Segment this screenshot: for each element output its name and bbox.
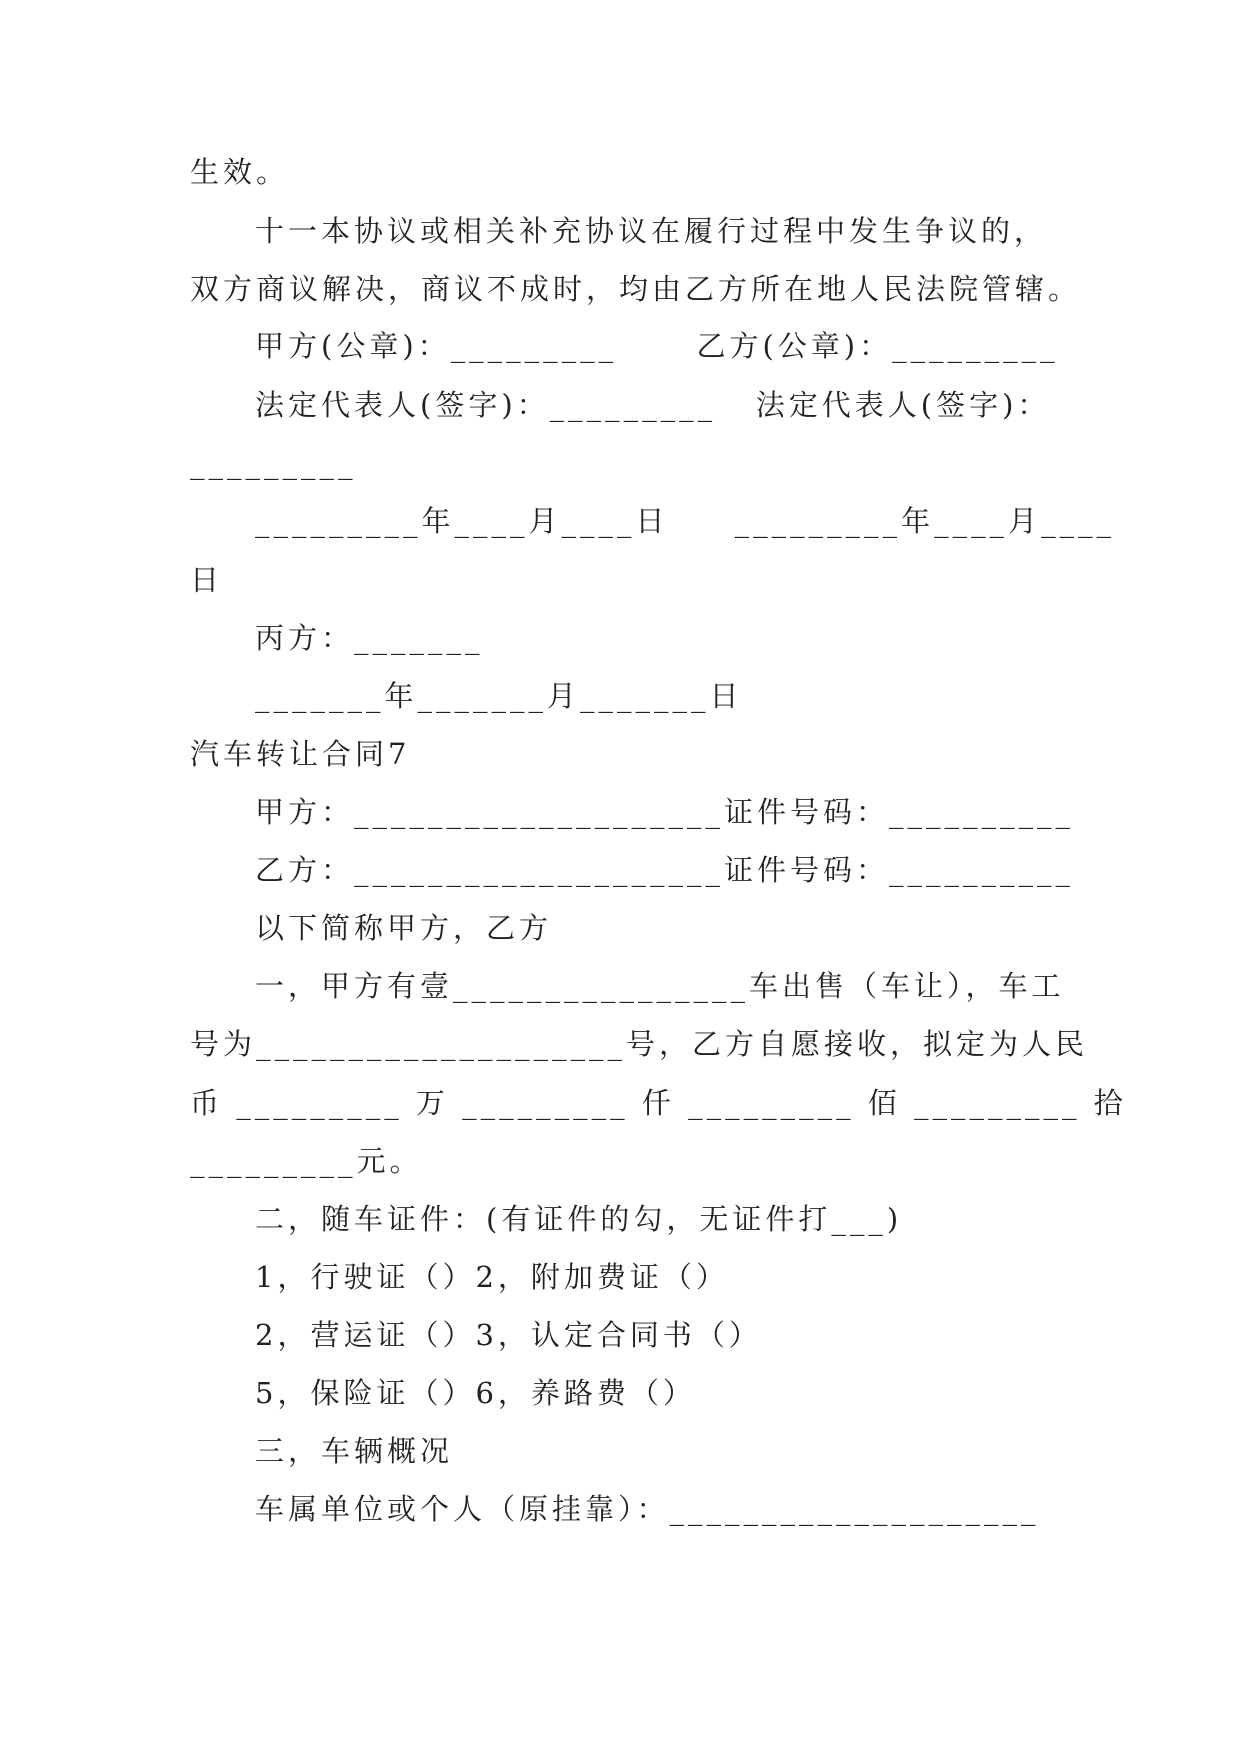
text-line-23: 三，车辆概况 xyxy=(255,1434,454,1468)
text-line-12: 甲方：____________________证件号码：__________ xyxy=(255,795,1075,829)
text-line-24: 车属单位或个人（原挂靠）：____________________ xyxy=(255,1492,1040,1526)
text-line-2: 十一本协议或相关补充协议在履行过程中发生争议的， xyxy=(255,214,1048,248)
text-line-6: _________ xyxy=(190,446,357,480)
text-line-8: 日 xyxy=(190,563,224,597)
text-line-16: 号为____________________号，乙方自愿接收，拟定为人民 xyxy=(190,1027,1089,1061)
text-line-19: 二，随车证件：(有证件的勾，无证件打___) xyxy=(255,1202,903,1236)
text-line-17: 币 _________ 万 _________ 仟 _________ 佰 _________ 拾 xyxy=(190,1086,1127,1120)
text-line-22: 5，保险证（）6，养路费（） xyxy=(255,1376,696,1410)
text-line-5: 法定代表人(签字)：_________ 法定代表人(签字)： xyxy=(255,388,1051,422)
text-line-4: 甲方(公章)：_________ 乙方(公章)：_________ xyxy=(255,329,1059,363)
text-line-21: 2，营运证（）3，认定合同书（） xyxy=(255,1318,762,1352)
text-line-11: 汽车转让合同7 xyxy=(190,737,411,771)
text-line-7: _________年____月____日 _________年____月____ xyxy=(255,504,1116,538)
text-line-1: 生效。 xyxy=(190,155,290,189)
text-line-15: 一，甲方有壹________________车出售（车让），车工 xyxy=(255,969,1065,1003)
text-line-13: 乙方：____________________证件号码：__________ xyxy=(255,853,1075,887)
text-line-14: 以下简称甲方，乙方 xyxy=(255,911,553,945)
text-line-9: 丙方：_______ xyxy=(255,621,484,655)
text-line-20: 1，行驶证（）2，附加费证（） xyxy=(255,1260,729,1294)
text-line-3: 双方商议解决，商议不成时，均由乙方所在地人民法院管辖。 xyxy=(190,272,1082,306)
text-line-18: _________元。 xyxy=(190,1144,423,1178)
text-line-10: _______年_______月_______日 xyxy=(255,679,743,713)
